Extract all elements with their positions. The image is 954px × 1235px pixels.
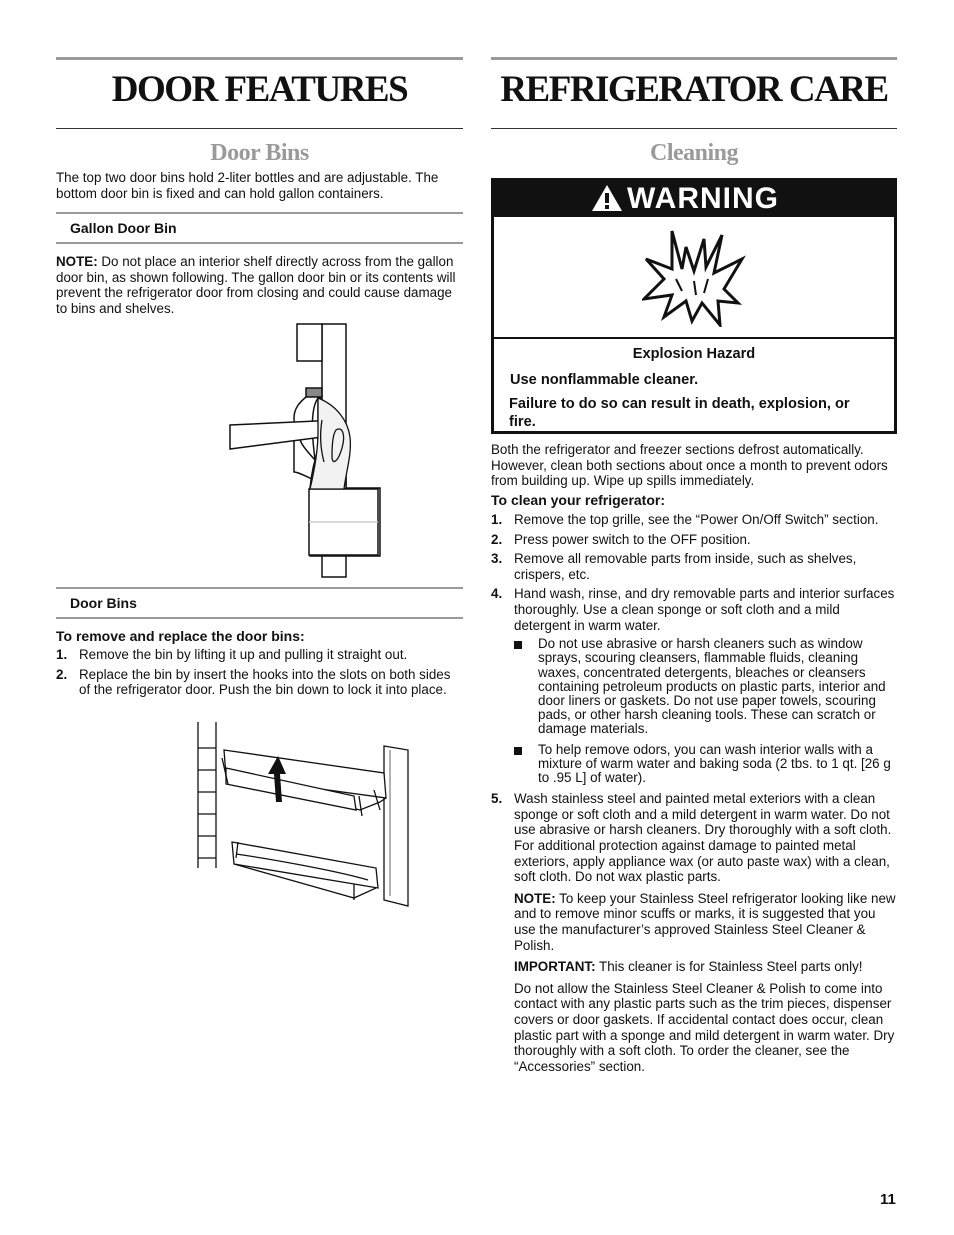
note-text: Do not place an interior shelf directly across from the gallon door bin, as shown following. The gallon door bin or its contents will prevent the refrigerator door from closing and could cause damage to bins and shelves. [56,254,456,316]
title-divider [491,128,897,129]
cleaning-intro: Both the refrigerator and freezer sections defrost automatically. However, clean both sections about once a month to prevent odors from building up. Wipe up spills immediately. [491,442,888,489]
top-rule [491,57,897,60]
cleaner-caution: Do not allow the Stainless Steel Cleaner & Polish to come into contact with any plastic parts such as the trim pieces, dispenser covers or door gaskets. If accidental contact does occur, clean plastic part with a sponge and mild detergent in warm water. Dry thoroughly with a soft cloth. To order the cleaner, see the “Accessories” section. [514,980,895,1074]
gallon-door-bin-band [56,212,463,244]
cleaning-step-3: 3. Remove all removable parts from inside, such as shelves, crispers, etc. [491,551,857,582]
door-bin-step-2: 2. Replace the bin by insert the hooks into the slots on both sides of the refrigerator door. Push the bin down to lock it into place. [56,666,451,698]
warning-header [494,181,894,217]
note-label: NOTE: [56,254,98,269]
clean-steps-heading: To clean your refrigerator: [491,492,666,508]
stainless-note [514,891,897,953]
important-note [514,959,897,975]
warning-triangle-icon [591,184,623,212]
warning-word: WARNING [627,182,779,215]
warning-line-2: Failure to do so can result in death, explosion, or fire. [509,396,850,430]
gallon-door-bin-heading: Gallon Door Bin [70,220,177,236]
remove-replace-heading: To remove and replace the door bins: [56,628,305,644]
explosion-image [494,217,894,339]
door-bin-step-1: 1. Remove the bin by lifting it up and pulling it straight out. [56,647,408,662]
note-text: To keep your Stainless Steel refrigerator looking like new and to remove minor scuffs or marks, it is suggested that you use the manufacturer’s approved Stainless Steel Cleaner & Polish. [514,890,896,953]
cleaning-steps [491,512,897,1078]
door-bin-steps [56,647,463,702]
bullet-item: To help remove odors, you can wash interior walls with a mixture of warm water and baking soda (2 tbs. to 1 qt. [26 g to .95 L] of water). [514,743,897,786]
cleaning-step-4: 4. Hand wash, rinse, and dry removable parts and interior surfaces thoroughly. Use a clean sponge or soft cloth and a mild detergent in warm water. Do not use abrasive or harsh cleaners such as window sprays, scouring cleansers, flammable fluids, cleaning waxes, concentrated detergents, bleaches or cleansers containing petroleum products on plastic parts, interior and door liners or gaskets. Do not use paper towels, scouring pads, or other harsh cleaning tools. These can scratch or damage materials. To help remove odors, you can wash interior walls with a mixture of warm water and baking soda (2 tbs. to 1 qt. [26 g to .95 L] of water). [491,586,897,785]
important-label: IMPORTANT: [514,959,596,975]
explosion-hazard: Explosion Hazard [632,346,756,362]
cleaning-step-1: 1. Remove the top grille, see the “Power On/Off Switch” section. [491,512,879,527]
gallon-note [56,254,463,316]
cleaning-step-5: 5. Wash stainless steel and painted metal exteriors with a clean sponge or soft cloth and a mild detergent in warm water. Do not use abrasive or harsh cleaners. Dry thoroughly with a soft cloth. For additional protection against damage to painted metal exteriors, apply appliance wax (or auto paste wax) with a clean, soft cloth. Do not wax plastic parts. NOTE: To keep your Stainless Steel refrigerator looking like new and to remove minor scuffs or marks, it is suggested that you use the manufacturer’s approved Stainless Steel Cleaner & Polish. IMPORTANT: This cleaner is for Stainless Steel parts only! Do not allow the Stainless Steel Cleaner & Polish to come into contact with any plastic parts such as the trim pieces, dispenser covers or door gaskets. If accidental contact does occur, clean plastic part with a sponge and mild detergent in warm water. Dry thoroughly with a soft cloth. To order the cleaner, see the “Accessories” section. [491,791,896,1074]
door-bins-illustration [164,718,414,910]
step-4-bullets [514,637,897,785]
section-title-cleaning: Cleaning [649,140,738,166]
page-title-door-features: DOOR FEATURES [111,69,408,110]
door-bins-band [56,587,463,619]
warning-text [494,339,894,431]
cleaning-step-2: 2. Press power switch to the OFF position. [491,531,751,547]
gallon-door-bin-illustration [168,322,408,580]
page-number: 11 [880,1191,896,1208]
warning-box [491,178,897,434]
page-title-refrigerator-care: REFRIGERATOR CARE [500,69,888,110]
bullet-item: Do not use abrasive or harsh cleaners such as window sprays, scouring cleansers, flammable fluids, cleaning waxes, concentrated detergents, bleaches or cleansers containing petroleum products on plastic parts, interior and door liners or gaskets. Do not use paper towels, scouring pads, or other harsh cleaning tools. These can scratch or damage materials. [514,637,897,736]
top-rule [56,57,463,60]
section-title-door-bins: Door Bins [210,140,309,166]
note-label: NOTE: [514,890,556,906]
title-divider [56,128,463,129]
door-bins-intro: The top two door bins hold 2-liter bottles and are adjustable. The bottom door bin is fixed and can hold gallon containers. [56,170,439,201]
warning-line-1: Use nonflammable cleaner. [510,372,699,388]
explosion-icon [642,229,746,327]
door-bins-heading: Door Bins [70,595,137,611]
important-text: This cleaner is for Stainless Steel parts only! [595,959,863,975]
